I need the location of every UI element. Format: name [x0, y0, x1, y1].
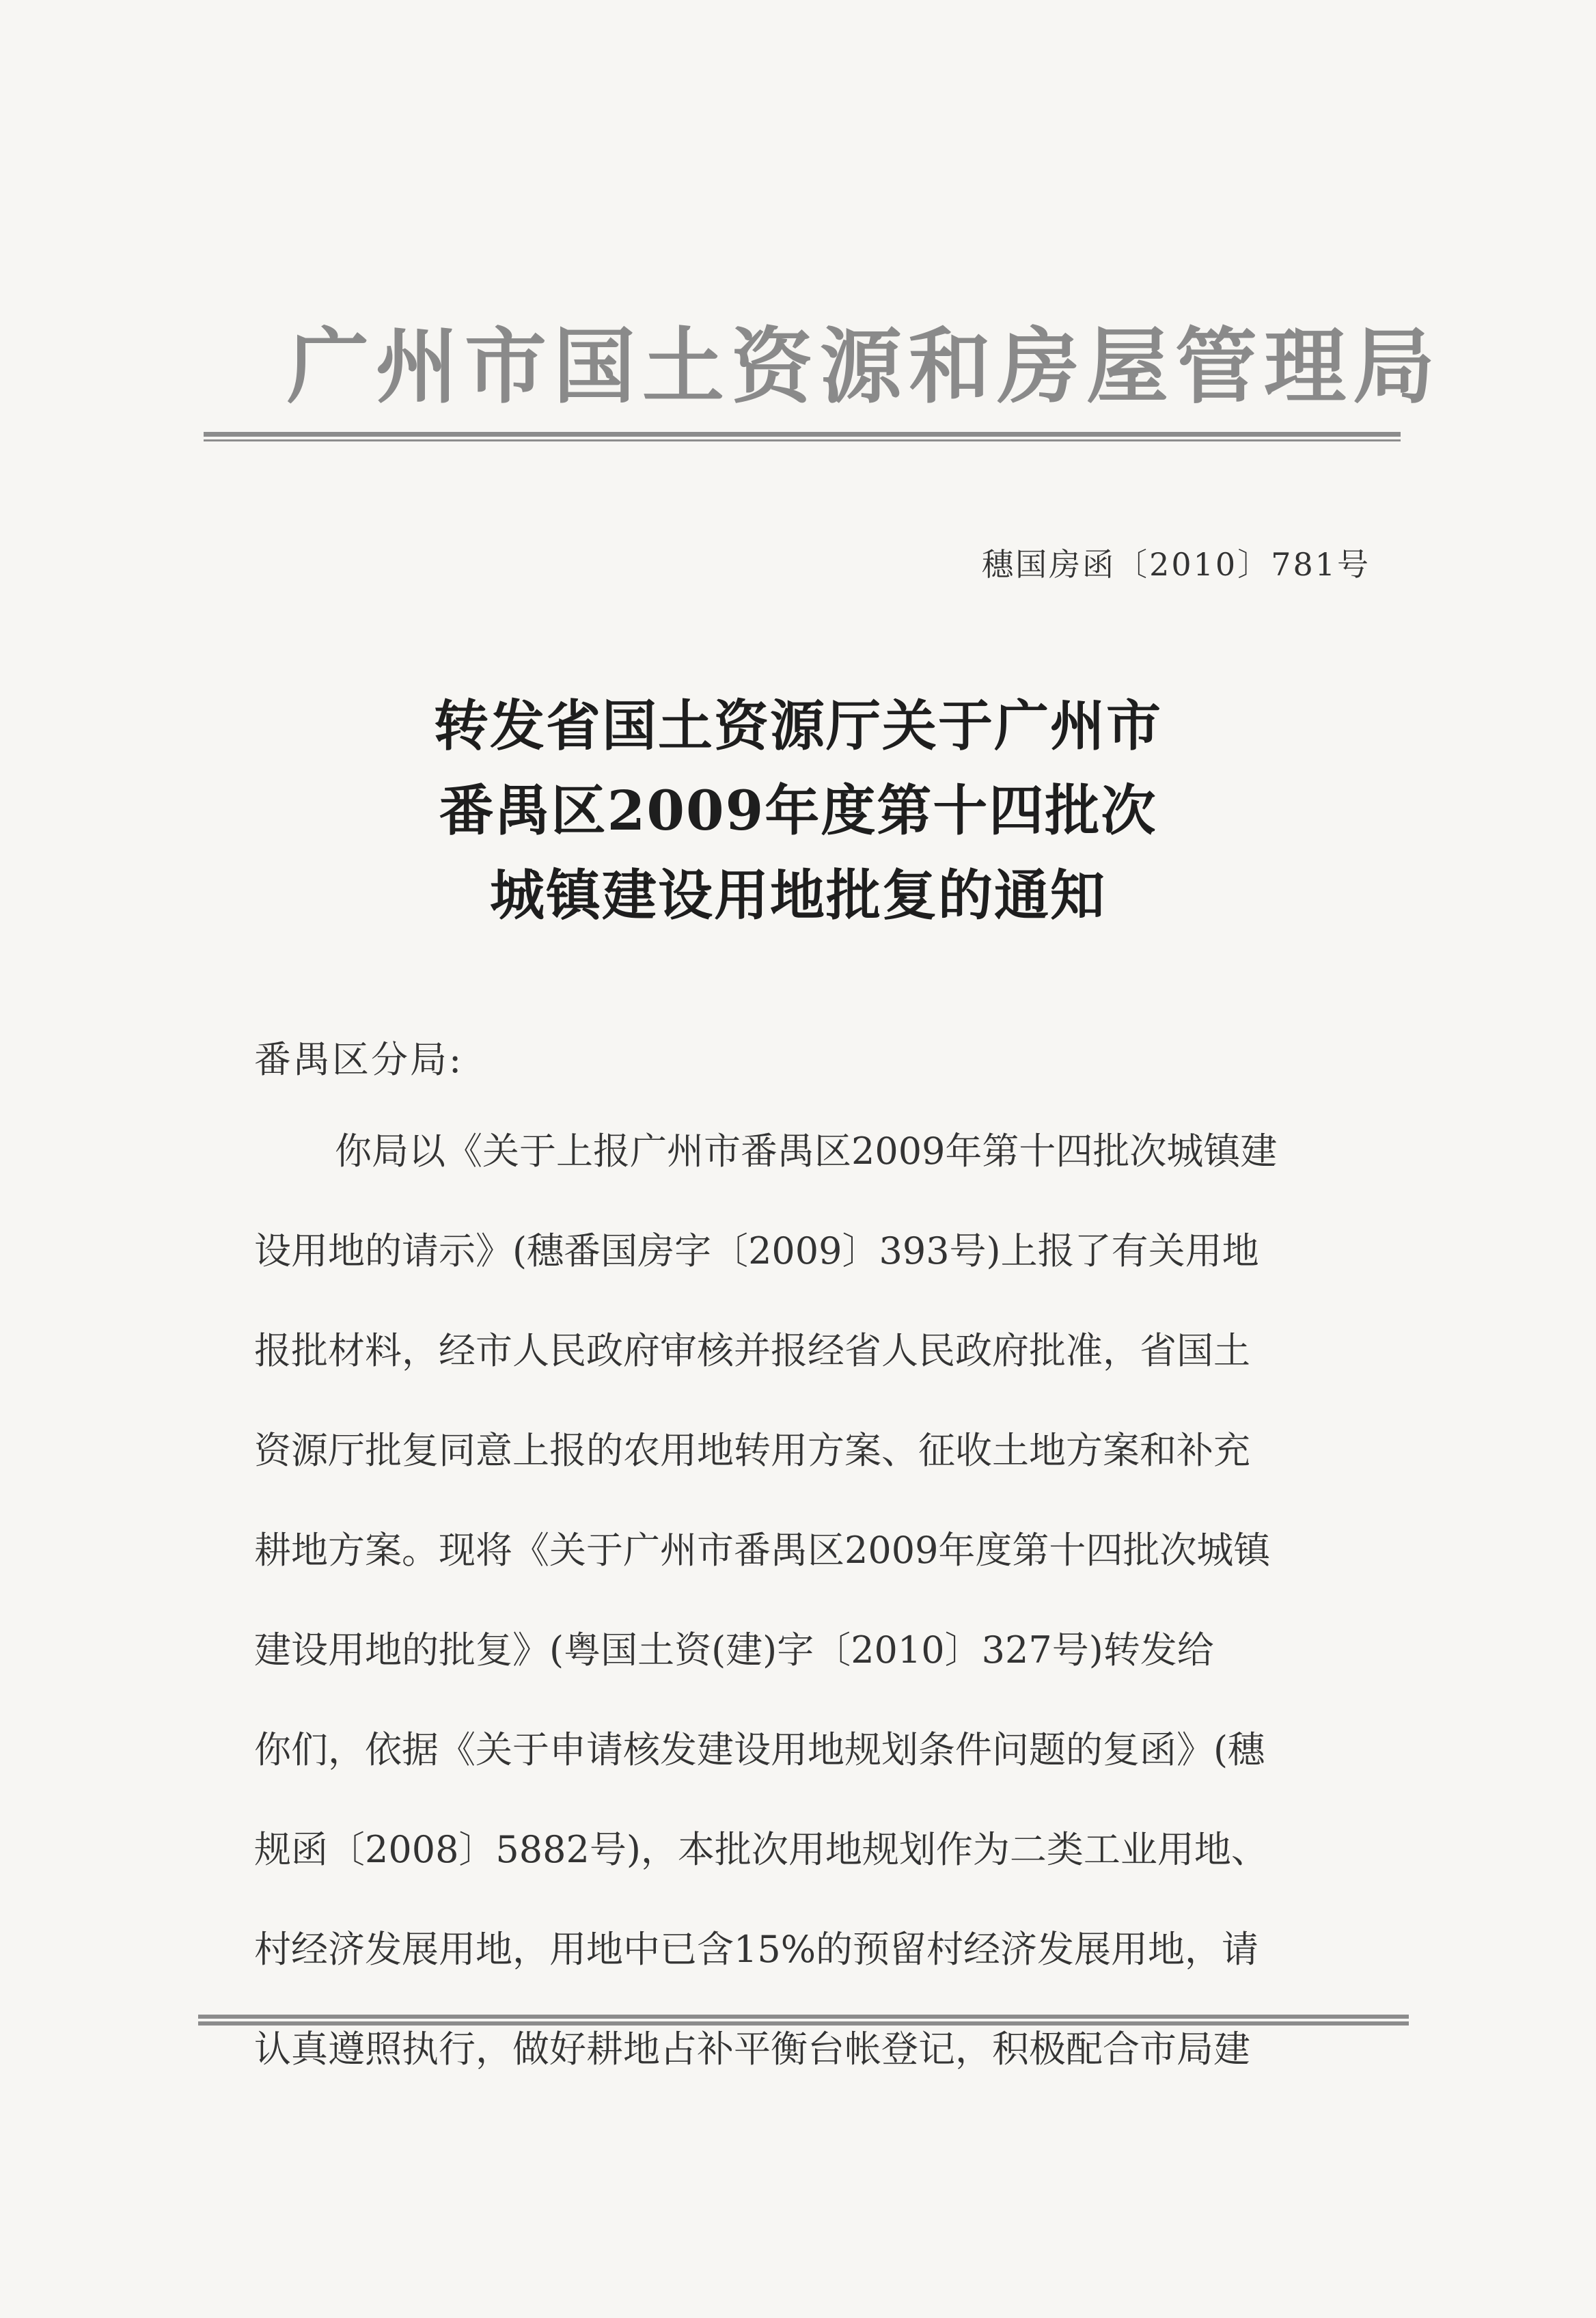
body-line: 你局以《关于上报广州市番禺区2009年第十四批次城镇建	[335, 1130, 1278, 1173]
body-line: 耕地方案。现将《关于广州市番禺区2009年度第十四批次城镇	[254, 1529, 1271, 1572]
document-title	[205, 683, 1391, 938]
body-line: 你们，依据《关于申请核发建设用地规划条件问题的复函》(穗	[254, 1728, 1265, 1771]
body-line: 设用地的请示》(穗番国房字〔2009〕393号)上报了有关用地	[254, 1229, 1259, 1272]
body-line: 建设用地的批复》(粤国土资(建)字〔2010〕327号)转发给	[254, 1628, 1214, 1672]
document-number: 穗国房函〔2010〕781号	[982, 546, 1371, 583]
title-line: 番禺区2009年度第十四批次	[439, 778, 1157, 843]
body-line: 村经济发展用地，用地中已含15%的预留村经济发展用地，请	[254, 1928, 1259, 1971]
body-line: 规函〔2008〕5882号)，本批次用地规划作为二类工业用地、	[254, 1828, 1268, 1871]
agency-letterhead: 广州市国土资源和房屋管理局	[287, 318, 1442, 415]
body-text	[254, 1102, 1375, 2099]
title-line: 城镇建设用地批复的通知	[490, 863, 1106, 927]
body-line: 认真遵照执行，做好耕地占补平衡台帐登记，积极配合市局建	[254, 2028, 1250, 2071]
title-line: 转发省国土资源厅关于广州市	[434, 694, 1162, 758]
body-line: 报批材料，经市人民政府审核并报经省人民政府批准，省国土	[254, 1329, 1250, 1372]
letterhead-rule	[204, 432, 1401, 441]
salutation: 番禺区分局:	[254, 1038, 464, 1081]
body-line: 资源厅批复同意上报的农用地转用方案、征收土地方案和补充	[254, 1429, 1250, 1472]
footer-rule	[198, 2015, 1409, 2026]
